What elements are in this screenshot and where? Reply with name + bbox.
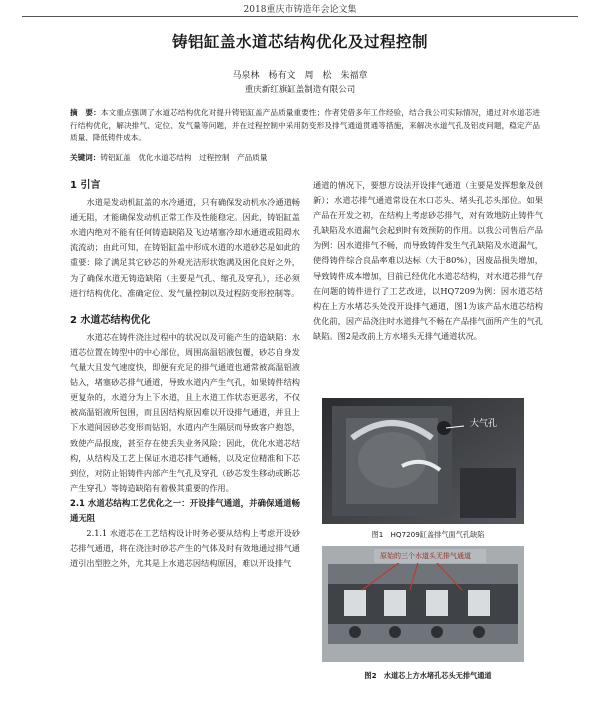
abstract <box>70 107 540 145</box>
figure-2-caption: 图2 水道芯上方水堵孔芯头无排气通道 <box>364 671 492 680</box>
section211-paragraph: 2.1.1 水道芯在工艺结构设计时务必要从结构上考虑开设砂芯排气通道，将在浇注时砂芯产生的气体及时有效地通过排气通道引出型腔之外，尤其是上水道芯因结构原因，难以开设排气 <box>70 527 300 569</box>
running-head: 2018重庆市铸造年会论文集 <box>243 5 357 15</box>
abstract-text: 本文重点强调了水道芯结构优化对提升铸铝缸盖产品质量重要性；作者凭借多年工作经验，结合我公司实际情况，通过对水道芯进行结构优化，解决排气、定位、发气量等问题，并在过程控制中采用防变形及排气通道贯通等措施，来解决水道气孔及铝皮问题，稳定产品质量、降低铸件成本。 <box>70 108 540 143</box>
keywords-text: 铸铝缸盖 优化水道芯结构 过程控制 产品质量 <box>100 153 268 162</box>
figure-1-label: 大气孔 <box>470 419 498 429</box>
left-column <box>70 178 300 571</box>
affiliation: 重庆新红旗缸盖制造有限公司 <box>244 85 356 95</box>
abstract-label: 摘 要： <box>70 108 101 117</box>
figure-2-label: 原始的三个水道头无排气通道 <box>380 552 471 560</box>
figure-1 <box>322 398 524 524</box>
section2-heading: 2 水道芯结构优化 <box>70 314 151 326</box>
figure-2-photo <box>322 546 524 662</box>
figure-2 <box>322 546 524 662</box>
header-rule <box>22 16 578 17</box>
right-column <box>313 178 543 344</box>
keywords-label: 关键词： <box>70 153 101 162</box>
section21-heading: 2.1 水道芯结构工艺优化之一：开设排气通道，并确保通道畅通无阻 <box>70 497 300 523</box>
keywords <box>70 152 540 164</box>
section2-paragraph: 水道芯在铸件浇注过程中的状况以及可能产生的造缺陷：水道芯位置在铸型中的中心部位，周围高温铝液包覆，砂芯自身发气量大且发气速度快，即便有充足的排气通道也通常被高温铝液钻入，堵塞砂芯排气通道，导致水道内产生气孔，如果铸件结构更复杂的，水道分为上下水道，且上水道工作状态更恶劣，不仅被高温铝液所包围，而且因结构原因难以开设排气通道，并且上下水道间因砂芯变形而钻铝，水道内产生隔层而导致客户抱怨，致使产品报废，甚至存在使丢失业务风险；因此，优化水道芯结构，从结构及工艺上保证水道芯排气通畅，以及定位精准和下芯到位，对防止铝铸件内部产生气孔及穿孔（砂芯发生移动或断芯产生穿孔）等铸造缺陷有着极其重要的作用。 <box>70 331 300 493</box>
section1-paragraph: 水道是发动机缸盖的水冷通道，只有确保发动机水冷通道畅通无阻，才能确保发动机正常工作及性能稳定。因此，铸铝缸盖水道内绝对不能有任何铸造缺陷及飞边堵塞冷却水通道或阻碍水流流动；由此可知，在铸铝缸盖中形成水道的水道砂芯是如此的重要：除了满足其它砂芯的外观光洁形状饱满及困化良好之外，为了确保水道无铸造缺陷（主要是气孔、缩孔及穿孔），还必须进行结构优化、准确定位、发气量控制以及过程防变形控制等。 <box>70 197 300 298</box>
section1-heading: 1 引言 <box>70 180 101 191</box>
authors: 马泉林 杨有文 周 松 朱福章 <box>232 71 368 81</box>
figure-1-caption: 图1 HQ7209缸盖排气面气孔缺陷 <box>371 530 485 539</box>
right-column-paragraph: 通道的情况下，要想方设法开设排气通道（主要是发挥想象及创新）；水道芯排气通道常设在水口芯头、堵头孔芯头部位。如果产品在开发之初，在结构上考虑砂芯排气，对有效地防止铸件气孔缺陷及水道漏气会起到时有效预防的作用。以我公司售后产品为例：因水道排气不畅，而导致铸件发生气孔缺陷及水道漏气，使得铸件综合良品率难以达标（大于80%），因废品损失增加，导致铸件成本增加，目前已经优化水道芯结构，对水道芯排气存在问题的铸件进行了工艺改进，以HQ7209为例：因水道芯结构在上方水堵芯头处没开设排气通道，图1为该产品水道芯结构优化前，因产品浇注时水道排气不畅在产品排气面所产生的气孔缺陷。图2是改前上方水堵头无排气通道状况。 <box>313 180 543 341</box>
paper-title: 铸铝缸盖水道芯结构优化及过程控制 <box>171 33 428 51</box>
